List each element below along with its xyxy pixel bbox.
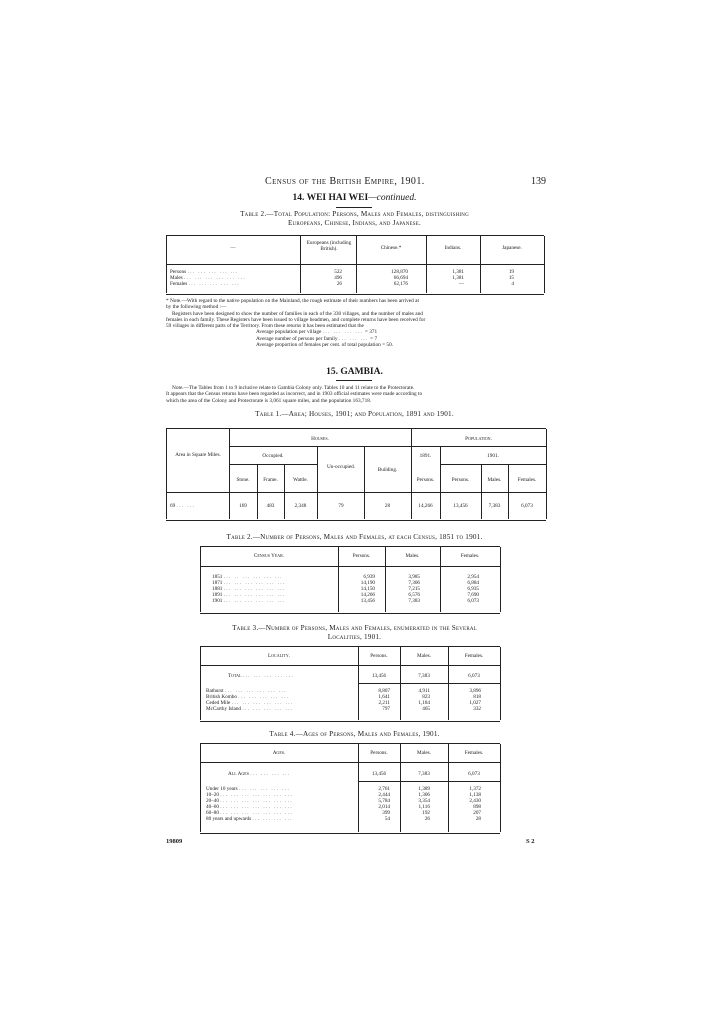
title-rule bbox=[336, 207, 372, 208]
cell: 26 bbox=[424, 816, 430, 822]
cell: 6,935 bbox=[467, 586, 479, 592]
col-header-year: Census Year. bbox=[253, 553, 285, 559]
table3-caption-line1: Table 3.—Number of Persons, Males and Females, enumerated in the Several bbox=[232, 624, 477, 632]
table-border-right bbox=[500, 647, 501, 720]
table3-caption bbox=[150, 624, 559, 642]
total-label: Total ... ... ... ... ... bbox=[228, 673, 295, 679]
row-label: 1891 ... ... ... ... ... ... bbox=[212, 592, 286, 598]
col-header-females: Females. bbox=[464, 750, 484, 756]
cell: 483 bbox=[266, 503, 275, 509]
row-label: British Kombo ... ... ... ... ... bbox=[206, 694, 290, 700]
col-header-persons: Persons. bbox=[370, 653, 388, 659]
footer-right: S 2 bbox=[526, 838, 535, 845]
wei-hai-wei-suffix: —continued. bbox=[368, 193, 417, 203]
note-line: which the area of the Colony and Protectorate is 3,061 square miles, and the population 163,718. bbox=[166, 397, 372, 404]
cell: 6,884 bbox=[467, 580, 479, 586]
col-header-females: Females. bbox=[460, 553, 480, 559]
running-title: Census of the British Empire, 1901. bbox=[265, 176, 425, 187]
cell: 1,381 bbox=[452, 269, 464, 275]
col-header-area: Area in Square Miles. bbox=[175, 452, 221, 458]
cell: 6,073 bbox=[468, 771, 480, 777]
col-header-unoccupied: Un-occupied. bbox=[326, 464, 356, 470]
cell: 898 bbox=[473, 804, 481, 810]
footer-left: 19809 bbox=[166, 838, 183, 845]
table-rule bbox=[200, 762, 500, 763]
cell: 8,807 bbox=[378, 688, 390, 694]
cell: 3,985 bbox=[408, 574, 420, 580]
cell: 2,014 bbox=[378, 804, 390, 810]
col-header-females: Females. bbox=[464, 653, 484, 659]
row-label: 10–20 ... ... ... ... ... ... ... bbox=[206, 792, 294, 798]
cell: 1,641 bbox=[378, 694, 390, 700]
sub-header: Frame. bbox=[263, 477, 278, 483]
cell: 207 bbox=[473, 810, 481, 816]
total-label: All Ages ... ... ... ... bbox=[228, 771, 291, 777]
table-rule bbox=[229, 446, 411, 447]
cell: 28 bbox=[475, 816, 481, 822]
col-header-building: Building. bbox=[377, 467, 398, 473]
cell: 6,073 bbox=[521, 503, 533, 509]
col-header-1891: 1891. bbox=[419, 453, 432, 459]
wei-hai-wei-title: 14. WEI HAI WEI bbox=[292, 193, 369, 203]
row-label: Males ... ... ... ... ... ... bbox=[170, 275, 247, 281]
table-rule bbox=[200, 566, 500, 567]
cell: 2,211 bbox=[378, 700, 390, 706]
cell: 14,190 bbox=[360, 580, 375, 586]
row-label: 40–60 ... ... ... ... ... ... ... bbox=[206, 804, 294, 810]
table1-area: 69 ... ... bbox=[170, 503, 196, 509]
cell: 7,383 bbox=[488, 503, 501, 509]
table-border-right bbox=[544, 236, 545, 293]
sub-header: Persons. bbox=[451, 477, 470, 483]
cell: 522 bbox=[334, 269, 342, 275]
cell: 14,150 bbox=[360, 586, 375, 592]
cell: 465 bbox=[422, 706, 430, 712]
row-label: 1881 ... ... ... ... ... ... bbox=[212, 586, 286, 592]
col-header-males: Males. bbox=[417, 750, 431, 756]
cell: 6,073 bbox=[467, 598, 479, 604]
row-label: McCarthy Island ... ... ... ... ... bbox=[206, 706, 294, 712]
cell: 54 bbox=[384, 816, 390, 822]
note-line: Registers have been designed to show the number of families in each of the 330 villages, and the number of males and bbox=[172, 310, 423, 317]
cell: 4 bbox=[511, 281, 514, 287]
cell: 1,381 bbox=[452, 275, 464, 281]
title-rule bbox=[336, 380, 372, 381]
cell: — bbox=[458, 281, 464, 287]
table1-caption: Table 1.—Area; Houses, 1901; and Population, 1891 and 1901. bbox=[255, 410, 454, 418]
cell: 7,215 bbox=[408, 586, 420, 592]
cell: 496 bbox=[334, 275, 342, 281]
cell: 797 bbox=[382, 706, 390, 712]
cell: 14,266 bbox=[418, 503, 433, 509]
cell: 7,383 bbox=[418, 673, 430, 679]
col-header-chinese: Chinese.* bbox=[380, 245, 402, 251]
cell: 6,939 bbox=[363, 574, 375, 580]
cell: 3,354 bbox=[418, 798, 430, 804]
row-label: 1901 ... ... ... ... ... ... bbox=[212, 598, 286, 604]
cell: 2,348 bbox=[294, 503, 307, 509]
row-label: Under 10 years ... ... ... ... ... bbox=[206, 786, 291, 792]
cell: 6,073 bbox=[468, 673, 480, 679]
cell: 332 bbox=[473, 706, 481, 712]
cell: 66,694 bbox=[393, 275, 408, 281]
cell: 19 bbox=[508, 269, 514, 275]
cell: 4,911 bbox=[418, 688, 430, 694]
col-header-population: Population. bbox=[465, 436, 492, 442]
cell: 2,444 bbox=[378, 792, 390, 798]
cell: 62,176 bbox=[393, 281, 408, 287]
estimate-row: Average proportion of females per cent. of total population = 50. bbox=[256, 342, 394, 349]
cell: 6,576 bbox=[408, 592, 420, 598]
row-label: 1851 ... .. ... ... ... ... bbox=[212, 574, 284, 580]
cell: 13,456 bbox=[360, 598, 375, 604]
col-header-indians: Indians. bbox=[444, 245, 462, 251]
table-border-left bbox=[200, 744, 201, 832]
col-header-occupied: Occupied. bbox=[262, 453, 284, 459]
note-line: 59 villages in different parts of the Territory. From these returns it has been estimated that the bbox=[166, 323, 364, 330]
sub-header: Persons. bbox=[416, 477, 435, 483]
col-header-persons: Persons. bbox=[352, 553, 371, 559]
cell: 7,306 bbox=[408, 580, 420, 586]
cell: 169 bbox=[239, 503, 247, 509]
col-header-europeans: Europeans (including British). bbox=[306, 240, 352, 253]
table-col-rule bbox=[508, 464, 509, 519]
cell: 5,784 bbox=[378, 798, 390, 804]
table-rule bbox=[358, 683, 500, 684]
table-border-right bbox=[500, 547, 501, 612]
cell: 1,389 bbox=[418, 786, 430, 792]
cell: 7,383 bbox=[418, 771, 430, 777]
table-rule bbox=[166, 492, 546, 493]
gambia-title: 15. GAMBIA. bbox=[326, 367, 383, 377]
cell: 15 bbox=[508, 275, 514, 281]
col-header-japanese: Japanese. bbox=[502, 245, 522, 251]
cell: 2,761 bbox=[378, 786, 390, 792]
note-line: by the following method :— bbox=[166, 304, 227, 311]
estimate-row: Average population per village ... ... ... ... = 371 bbox=[256, 329, 378, 336]
sub-header: Males. bbox=[487, 477, 502, 483]
cell: 7,383 bbox=[408, 598, 420, 604]
cell: 26 bbox=[336, 281, 342, 287]
col-header-persons: Persons. bbox=[370, 750, 388, 756]
cell: 192 bbox=[422, 810, 430, 816]
table-col-rule bbox=[284, 464, 285, 519]
cell: 818 bbox=[473, 694, 481, 700]
col-header-males: Males. bbox=[405, 553, 420, 559]
table-col-rule bbox=[257, 464, 258, 519]
cell: 399 bbox=[382, 810, 390, 816]
table-rule bbox=[229, 464, 317, 465]
col-header-ages: Ages. bbox=[272, 750, 286, 756]
cell: 823 bbox=[422, 694, 430, 700]
col-header-houses: Houses. bbox=[311, 436, 329, 442]
row-label: 60–80 ... ... ... ... ... ... ... bbox=[206, 810, 294, 816]
note-line: females in each family. These Registers have been issued to village headmen, and complete returns have been received for bbox=[166, 316, 426, 323]
cell: 13,456 bbox=[371, 673, 387, 679]
wei-hai-wei-caption-line1: Table 2.—Total Population: Persons, Males and Females, distinguishing bbox=[240, 210, 469, 218]
wei-hai-wei-heading bbox=[0, 193, 709, 203]
cell: 1,372 bbox=[469, 786, 481, 792]
cell: 13,456 bbox=[453, 503, 468, 509]
table-rule bbox=[440, 464, 546, 465]
table-border-right bbox=[500, 744, 501, 832]
cell: 1,184 bbox=[418, 700, 430, 706]
row-label: Persons ... ... ... ... ... bbox=[170, 269, 239, 275]
col-header-males: Males. bbox=[417, 653, 431, 659]
col-header-1901: 1901. bbox=[487, 453, 499, 459]
estimate-row: Average number of persons per family ... ... ... = 7 bbox=[256, 335, 378, 342]
wei-hai-wei-note bbox=[166, 298, 546, 348]
wei-hai-wei-caption bbox=[150, 210, 559, 228]
wei-hai-wei-caption-line2: Europeans, Chinese, Indians, and Japanese. bbox=[287, 219, 422, 227]
table3-caption-line2: Localities, 1901. bbox=[327, 633, 382, 641]
table-border-right bbox=[546, 429, 547, 519]
note-line: * Note.—With regard to the native population on the Mainland, the rough estimate of their numbers has been arrived at bbox=[166, 298, 419, 304]
note-line: Note.—The Tables from 1 to 9 inclusive relate to Gambia Colony only. Tables 10 and 11 relate to the Protectorate. bbox=[172, 385, 415, 391]
row-label: 1871 ... ... ... ... ... ... bbox=[212, 580, 286, 586]
cell: 28 bbox=[384, 503, 391, 509]
table-border-left bbox=[166, 429, 167, 519]
cell: 79 bbox=[338, 503, 344, 509]
sub-header: Stone. bbox=[236, 477, 250, 483]
cell: 7,690 bbox=[467, 592, 479, 598]
cell: 3,896 bbox=[469, 688, 481, 694]
row-label: 80 years and upwards ... ... ... ... bbox=[206, 816, 293, 822]
row-label: 20–40 ... ... ... ... ... ... ... bbox=[206, 798, 294, 804]
table-rule bbox=[411, 446, 546, 447]
note-line: It appears that the Census returns have been regarded as incorrect, and in 1903 official estimates were made according to bbox=[166, 391, 423, 398]
cell: 1,116 bbox=[418, 804, 430, 810]
sub-header: Wattle. bbox=[293, 477, 308, 483]
sub-header: Females. bbox=[517, 477, 537, 483]
cell: 1,306 bbox=[418, 792, 430, 798]
row-label: Bathurst ... ... ... ... ... ... bbox=[206, 688, 287, 694]
col-header-blank: — bbox=[230, 245, 236, 251]
row-label: Ceded Mile ... ... ... ... ... ... bbox=[206, 700, 294, 706]
cell: 14,266 bbox=[360, 592, 375, 598]
row-label: Females ... ... ... ... ... bbox=[170, 281, 240, 287]
col-header-locality: Locality. bbox=[267, 653, 291, 659]
gambia-note bbox=[166, 385, 546, 404]
page-number: 139 bbox=[531, 176, 546, 187]
table-rule bbox=[166, 264, 544, 265]
cell: 128,870 bbox=[391, 269, 408, 275]
cell: 2,954 bbox=[467, 574, 479, 580]
cell: 1,138 bbox=[469, 792, 481, 798]
table4-caption: Table 4.—Ages of Persons, Males and Females, 1901. bbox=[269, 730, 440, 738]
table-rule bbox=[200, 665, 500, 666]
cell: 1,027 bbox=[469, 700, 481, 706]
table-col-rule bbox=[481, 464, 482, 519]
cell: 13,456 bbox=[371, 771, 387, 777]
cell: 2,430 bbox=[469, 798, 481, 804]
table2-caption: Table 2.—Number of Persons, Males and Females, at each Census, 1851 to 1901. bbox=[226, 533, 483, 541]
table-rule bbox=[358, 781, 500, 782]
